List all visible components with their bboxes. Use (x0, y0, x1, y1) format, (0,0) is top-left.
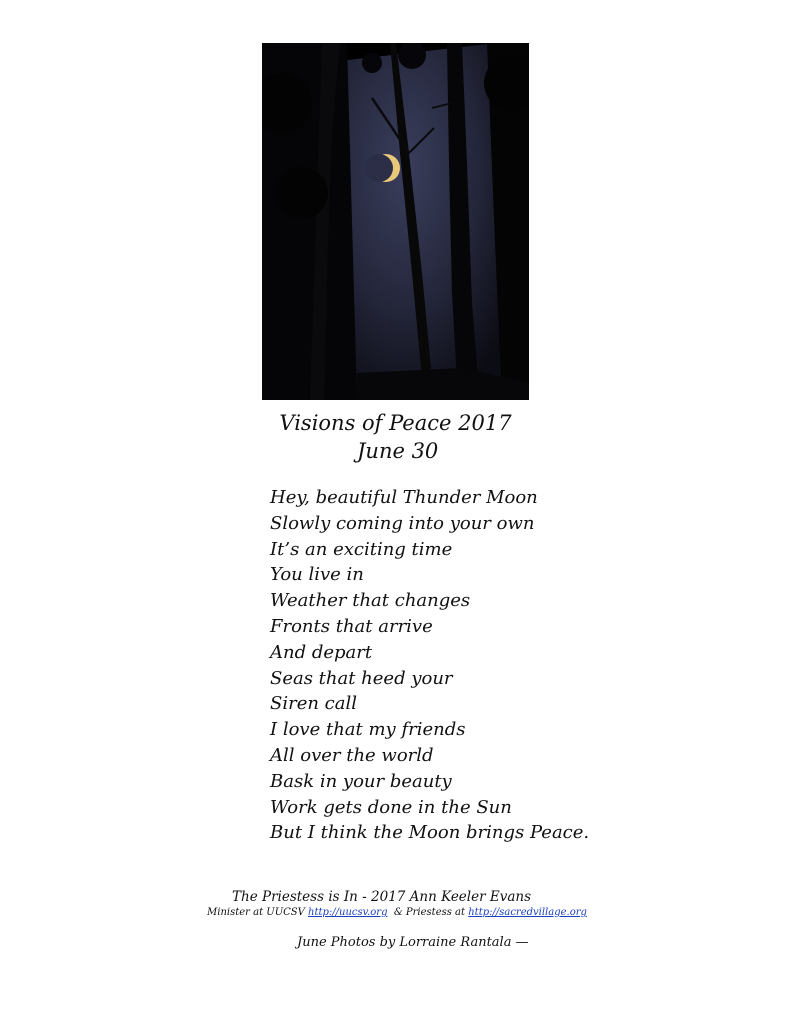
poem-line: You live in (270, 564, 364, 586)
minister-label: Minister at UUCSV (207, 907, 305, 918)
page-date: June 30 (357, 439, 439, 463)
poem-line: Fronts that arrive (270, 615, 433, 637)
photo-credit: June Photos by Lorraine Rantala — (297, 935, 529, 950)
poem-line: Siren call (270, 693, 357, 715)
poem-line: All over the world (270, 744, 434, 766)
poem-line: I love that my friends (270, 719, 466, 741)
poem-line: And depart (270, 641, 373, 663)
poem-line: Bask in your beauty (270, 770, 452, 792)
author-credit: The Priestess is In - 2017 Ann Keeler Evans (232, 889, 532, 905)
poem-line: It’s an exciting time (270, 538, 453, 560)
moon-icon (365, 154, 400, 182)
moon-trees-image (262, 43, 529, 400)
sacredvillage-link[interactable]: http://sacredvillage.org (468, 907, 587, 918)
poem-line: But I think the Moon brings Peace. (270, 822, 590, 844)
poem-line: Weather that changes (270, 590, 471, 612)
poem-line: Seas that heed your (270, 667, 453, 689)
poem-line: Work gets done in the Sun (270, 796, 512, 818)
author-roles (207, 907, 587, 918)
poem-line: Hey, beautiful Thunder Moon (270, 487, 538, 508)
page-title: Visions of Peace 2017 (279, 411, 512, 435)
uucsv-link[interactable]: http://uucsv.org (308, 907, 388, 918)
poem-line: Slowly coming into your own (270, 512, 535, 534)
poem (270, 485, 589, 846)
moon-photo (262, 43, 529, 400)
priestess-label: & Priestess at (393, 907, 466, 918)
